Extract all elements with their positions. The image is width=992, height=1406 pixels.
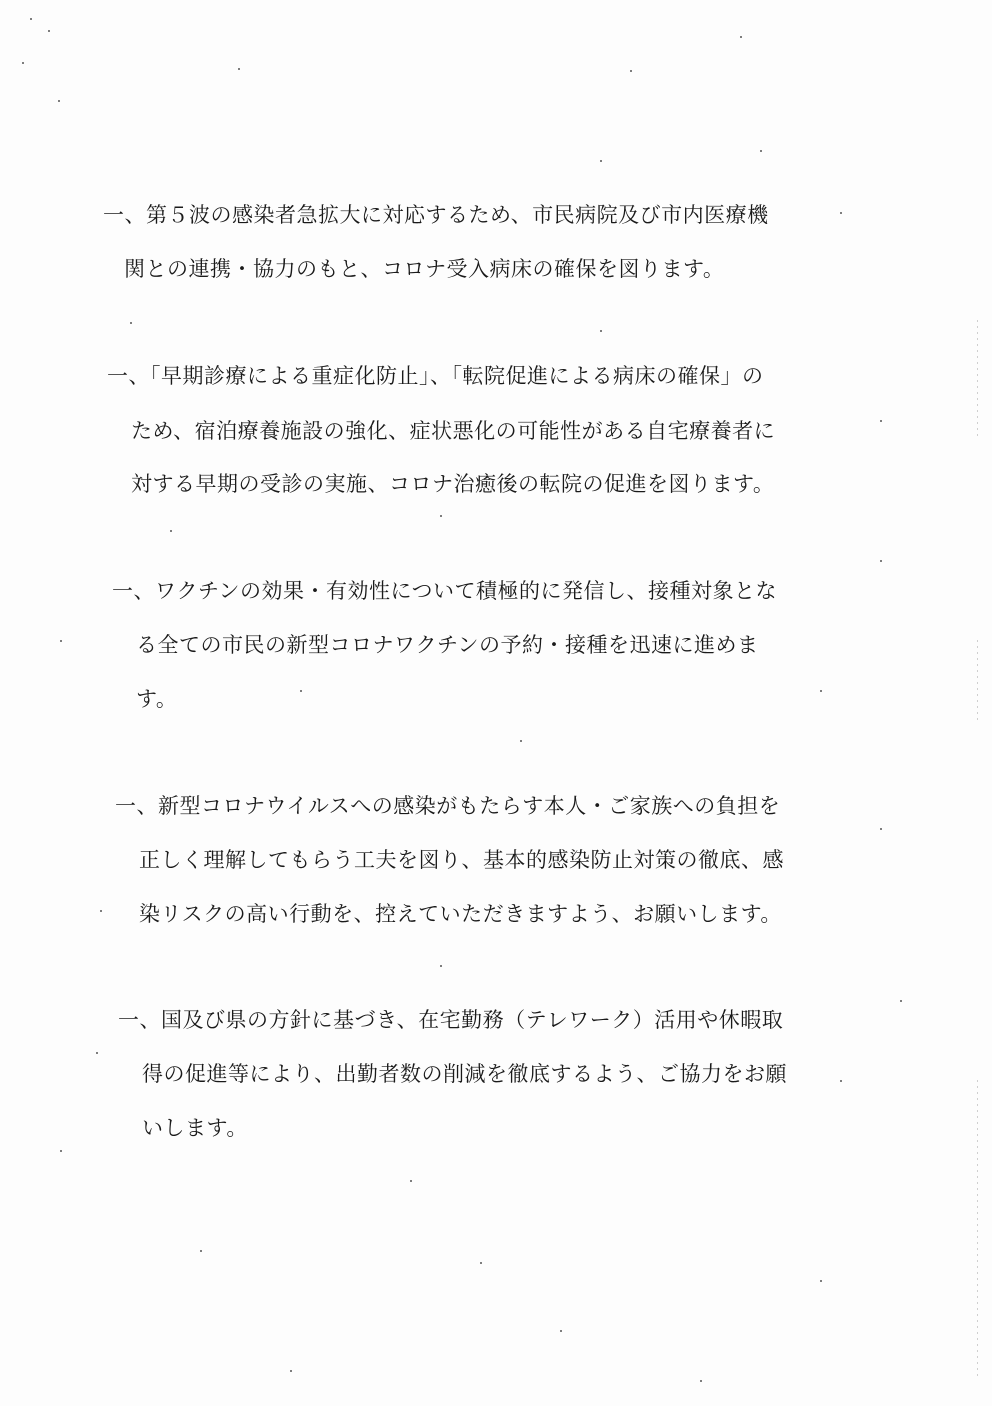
paragraph-4-line-3: 染リスクの高い行動を、控えていただきますよう、お願いします。 <box>139 902 782 926</box>
scan-speck <box>820 690 822 692</box>
scan-speck <box>58 100 60 102</box>
scan-speck <box>480 1262 482 1264</box>
scan-edge-line <box>977 1080 978 1380</box>
scan-speck <box>740 36 742 38</box>
paragraph-4-line-2: 正しく理解してもらう工夫を図り、基本的感染防止対策の徹底、感 <box>139 848 784 872</box>
scan-speck <box>880 828 882 830</box>
scan-speck <box>520 740 522 742</box>
scan-speck <box>60 1150 62 1152</box>
scan-speck <box>200 1250 202 1252</box>
scan-speck <box>820 1280 822 1282</box>
scan-speck <box>290 1370 292 1372</box>
scan-speck <box>30 18 32 20</box>
paragraph-1-line-1: 一、第５波の感染者急拡大に対応するため、市民病院及び市内医療機 <box>103 203 769 227</box>
paragraph-1-line-2: 関との連携・協力のもと、コロナ受入病床の確保を図ります。 <box>124 257 725 281</box>
scan-speck <box>900 1000 902 1002</box>
paragraph-2-line-3: 対する早期の受診の実施、コロナ治癒後の転院の促進を図ります。 <box>131 472 775 496</box>
scan-speck <box>760 150 762 152</box>
paragraph-2-line-2: ため、宿泊療養施設の強化、症状悪化の可能性がある自宅療養者に <box>131 419 776 443</box>
scan-speck <box>560 1330 562 1332</box>
scan-speck <box>100 910 102 912</box>
paragraph-4-line-1: 一、新型コロナウイルスへの感染がもたらす本人・ご家族への負担を <box>115 794 781 818</box>
scan-speck <box>48 30 50 32</box>
paragraph-5-line-3: いします。 <box>142 1116 248 1140</box>
scan-speck <box>880 560 882 562</box>
paragraph-2-line-1: 一、「早期診療による重症化防止」、「転院促進による病床の確保」の <box>107 364 764 388</box>
scan-speck <box>410 1180 412 1182</box>
scan-speck <box>130 322 132 324</box>
scan-edge-line <box>977 640 978 720</box>
paragraph-3-line-2: る全ての市民の新型コロナワクチンの予約・接種を迅速に進めま <box>136 633 759 657</box>
scan-speck <box>300 690 302 692</box>
scan-speck <box>840 1080 842 1082</box>
scan-speck <box>96 1052 98 1054</box>
scan-speck <box>700 1380 702 1382</box>
scan-speck <box>238 68 240 70</box>
scan-speck <box>170 530 172 532</box>
scan-speck <box>600 160 602 162</box>
scan-speck <box>600 330 602 332</box>
scan-edge-line <box>977 320 978 440</box>
scan-speck <box>440 965 442 967</box>
scan-speck <box>60 640 62 642</box>
scan-speck <box>440 515 442 517</box>
paragraph-5-line-1: 一、国及び県の方針に基づき、在宅勤務（テレワーク）活用や休暇取 <box>118 1008 784 1032</box>
scan-speck <box>630 70 632 72</box>
paragraph-5-line-2: 得の促進等により、出勤者数の削減を徹底するよう、ご協力をお願 <box>142 1062 787 1086</box>
paragraph-3-line-1: 一、ワクチンの効果・有効性について積極的に発信し、接種対象とな <box>112 579 778 603</box>
scan-speck <box>840 212 842 214</box>
scan-speck <box>22 62 24 64</box>
paragraph-3-line-3: す。 <box>136 687 178 711</box>
scan-speck <box>880 420 882 422</box>
